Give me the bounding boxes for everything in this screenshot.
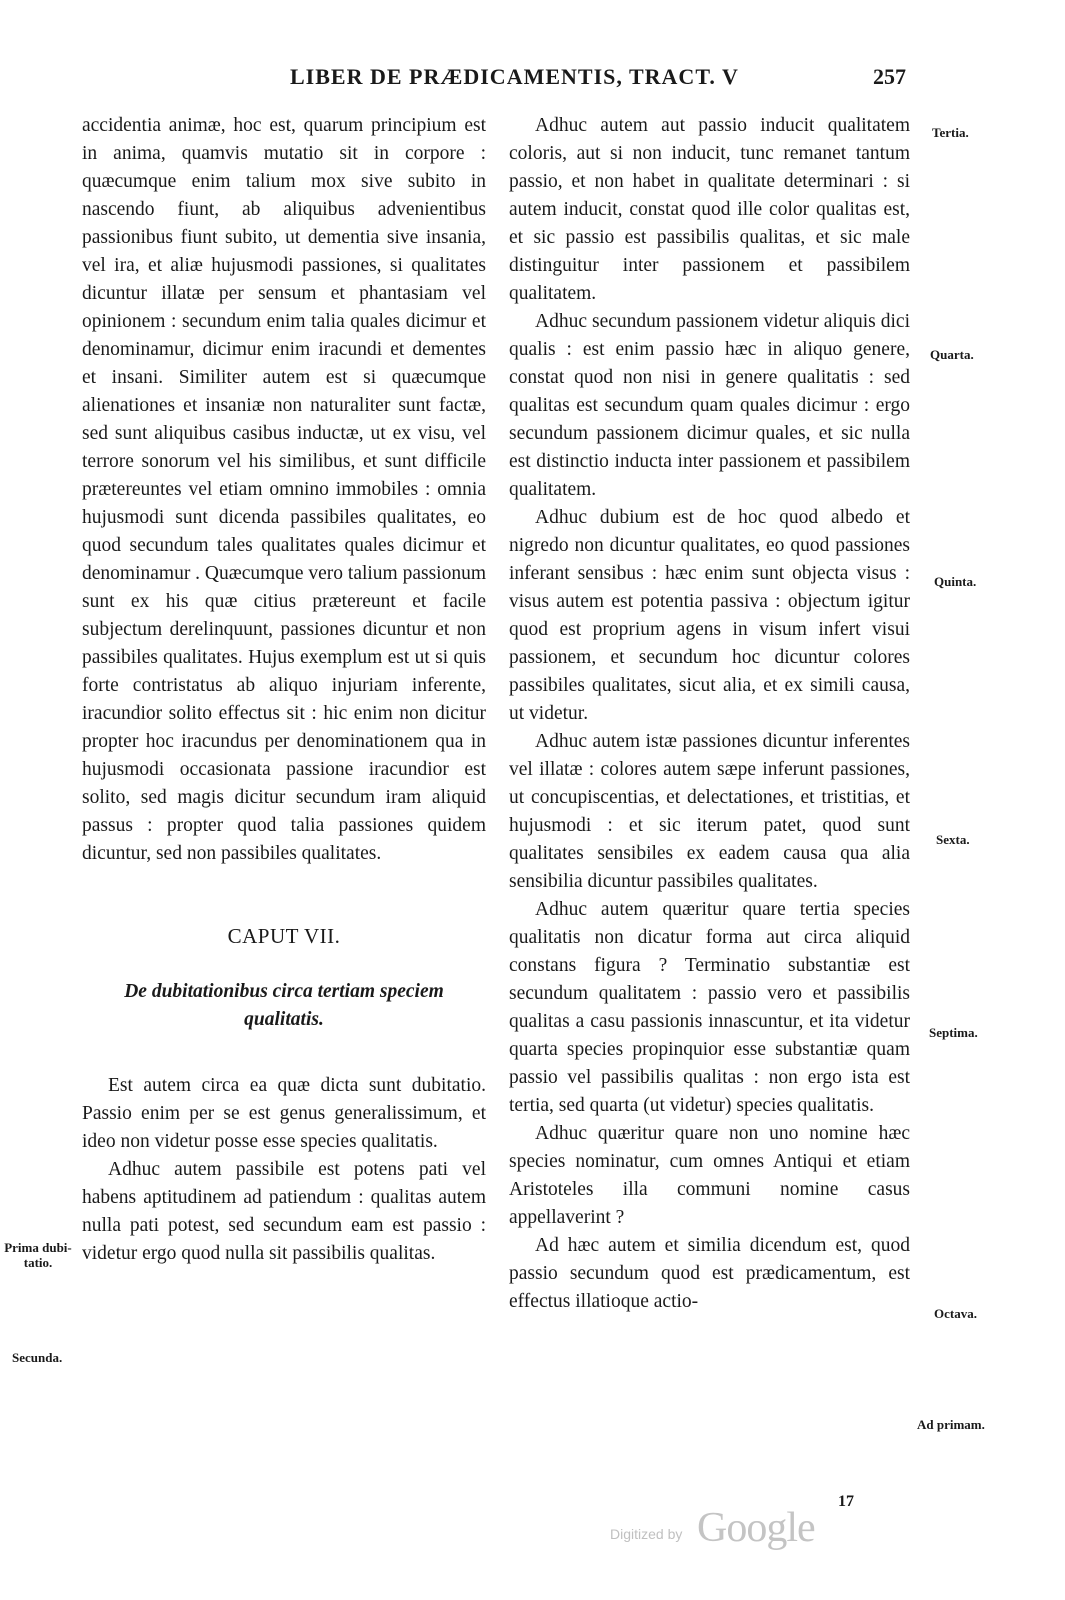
left-paragraph-3: Adhuc autem passibile est potens pati vel habens aptitudinem ad patiendum : qualitas autem nulla pati potest, sed secundum eam est passio : videtur ergo quod nulla sit passibilis qualitas.: [82, 1159, 486, 1264]
google-watermark: [610, 1502, 840, 1552]
margin-note-tertia: Tertia.: [932, 125, 969, 140]
right-paragraph-3: Adhuc dubium est de hoc quod albedo et nigredo non dicuntur qualitates, eo quod passiones inferant sensibus : hæc enim sunt objecta visus : visus autem est potentia passiva : objectum igitur quod est proprium agens in visum infert visui passionem, et secundum hoc dicuntur colores passibiles qualitates, sicut alia, et ex simili causa, ut videtur.: [509, 507, 910, 724]
right-column: [509, 112, 910, 1316]
page-number: 257: [873, 64, 906, 89]
margin-note-octava: Octava.: [934, 1306, 977, 1321]
left-paragraph-2: Est autem circa ea quæ dicta sunt dubitatio. Passio enim per se est genus generalissimum, et ideo non videtur posse esse species qualitatis.: [82, 1075, 486, 1152]
left-column: [82, 112, 486, 1268]
margin-note-ad-primam: Ad primam.: [917, 1417, 985, 1432]
signature-mark: 17: [838, 1493, 854, 1510]
left-paragraph-1: accidentia animæ, hoc est, quarum principium est in anima, quamvis mutatio sit in corpore : quæcumque enim talium mox sive subito in nascendo fiunt, ab aliquibus advenientibus passionibus fiunt subito, ut dementia sive insania, vel ira, et aliæ hujusmodi passiones, si qualitates dicuntur illatæ per sensum et phantasiam vel opinionem : secundum enim talia quales dicimur et denominamur, dicimur enim iracundi et dementes et insani. Similiter autem est si quæcumque alienationes et insaniæ non naturaliter sunt factæ, sed sunt aliquibus casibus inductæ, ut ex visu, vel terrore sonorum vel his similibus, et sunt difficile prætereuntes vel etiam omnino immobiles : omnia hujusmodi sunt dicenda passibiles qualitates, eo quod secundum tales qualitates quales dicimur et denominamur . Quæcumque vero talium passionum sunt ex his quæ citius prætereunt et facile subjectum derelinquunt, passiones dicuntur et non passibiles qualitates. Hujus exemplum est ut si quis forte contristatus ab aliquo injuriam inferente, iracundior solito effectus sit : hic enim non dicitur propter hoc iracundus per denominationem qua in hujusmodi occasionata passione iracundior est solito, sed magis dicitur secundum iram aliquid passus : propter quod talia passiones quidem dicuntur, sed non passibiles qualitates.: [82, 115, 487, 864]
page-header: [0, 64, 1065, 104]
chapter-subtitle: De dubitationibus circa tertiam speciem qualitatis.: [124, 981, 444, 1030]
digitized-by-label: Digitized by: [610, 1526, 683, 1542]
running-title: LIBER DE PRÆDICAMENTIS, TRACT. V: [290, 64, 739, 89]
right-paragraph-6: Adhuc quæritur quare non uno nomine hæc species nominatur, cum omnes Antiqui et etiam Aristoteles illa communi nomine casus appellaverint ?: [509, 1123, 910, 1228]
right-paragraph-7: Ad hæc autem et similia dicendum est, quod passio secundum quod est prædicamentum, est effectus illatioque actio-: [509, 1235, 910, 1312]
margin-note-prima-dubitatio: [0, 1240, 76, 1270]
right-paragraph-5: Adhuc autem quæritur quare tertia species qualitatis non dicatur forma aut circa aliquid constans figura ? Terminatio substantiæ est secundum qualitatem : passio vero et passibilis qualitas a casu passionis innascuntur, et ita videtur quarta species propinquior esse substantiæ quam passio vel passibilis qualitas : non ergo ista est tertia, sed quarta (ut videtur) species qualitatis.: [509, 899, 910, 1116]
margin-note-quarta: Quarta.: [930, 347, 974, 362]
margin-note-prima-dubitatio-line-1: Prima dubi-: [4, 1240, 72, 1255]
margin-note-sexta: Sexta.: [936, 832, 970, 847]
margin-note-prima-dubitatio-line-2: tatio.: [23, 1255, 53, 1270]
margin-note-secunda: Secunda.: [12, 1350, 63, 1365]
margin-note-quinta: Quinta.: [934, 574, 977, 589]
chapter-title: CAPUT VII.: [227, 924, 341, 948]
google-logo: Google: [697, 1505, 815, 1551]
margin-note-septima: Septima.: [929, 1025, 978, 1040]
right-paragraph-4: Adhuc autem istæ passiones dicuntur inferentes vel illatæ : colores autem sæpe inferunt passiones, ut concupiscentias, et delectationes, et tristitias, et hujusmodi : et sic iterum patet, quod sunt qualitates sensibiles ex eadem causa qua alia sensibilia dicuntur passibiles qualitates.: [509, 731, 910, 892]
right-paragraph-1: Adhuc autem aut passio inducit qualitatem coloris, aut si non inducit, tunc remanet tantum passio, et non habet in qualitate determinari : si autem inducit, constat quod ille color qualitas est, et sic passio est passibilis qualitas, et sic male distinguitur inter passionem et passibilem qualitatem.: [509, 115, 910, 304]
right-paragraph-2: Adhuc secundum passionem videtur aliquis dici qualis : est enim passio hæc in aliquo genere, constat quod non nisi in genere qualitatis : sed qualitas est secundum quam quales dicimur : ergo secundum passionem dicimur quales, et sic nulla est distinctio inducta inter passionem et passibilem qualitatem.: [509, 311, 910, 500]
